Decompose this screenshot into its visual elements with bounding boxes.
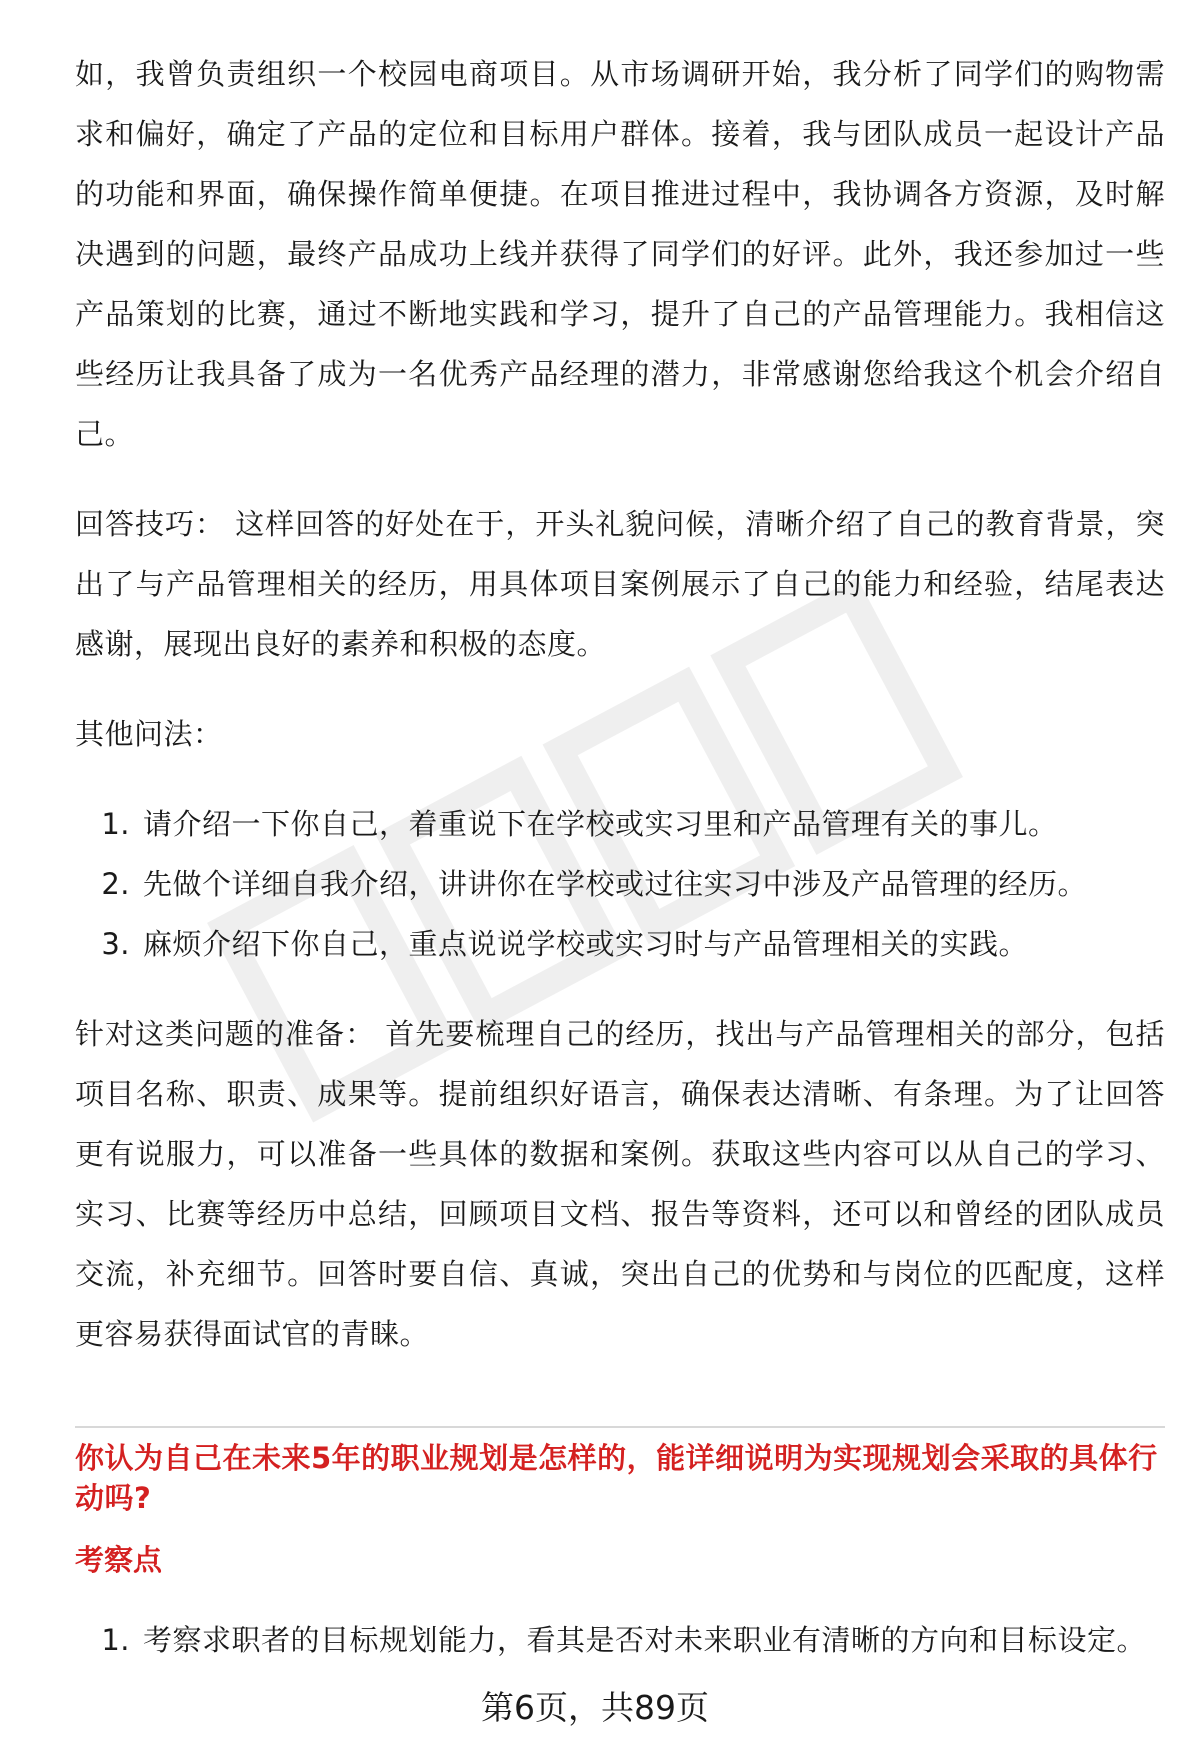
section-divider (75, 1426, 1165, 1428)
question-title: 你认为自己在未来5年的职业规划是怎样的，能详细说明为实现规划会采取的具体行动吗? (75, 1441, 1158, 1515)
assessment-points-heading: 考察点 (75, 1543, 163, 1577)
answer-paragraph: 如，我曾负责组织一个校园电商项目。从市场调研开始，我分析了同学们的购物需求和偏好，确定了产品的定位和目标用户群体。接着，我与团队成员一起设计产品的功能和界面，确保操作简单便捷。在项目推进过程中，我协调各方资源，及时解决遇到的问题，最终产品成功上线并获得了同学们的好评。此外，我还参加过一些产品策划的比赛，通过不断地实践和学习，提升了自己的产品管理能力。我相信这些经历让我具备了成为一名优秀产品经理的潜力，非常感谢您给我这个机会介绍自己。 (75, 57, 1165, 451)
list-item (75, 794, 1165, 854)
document-page (75, 44, 1165, 1670)
list-item (75, 914, 1165, 974)
page-number: 第6页，共89页 (481, 1688, 709, 1727)
list-item-number: 2. (101, 867, 130, 901)
list-item-text: 请介绍一下你自己，着重说下在学校或实习里和产品管理有关的事儿。 (143, 807, 1058, 841)
list-item-number: 3. (101, 927, 130, 961)
list-item-number: 1. (101, 807, 130, 841)
other-questions-list (75, 794, 1165, 974)
list-item-text: 先做个详细自我介绍，讲讲你在学校或过往实习中涉及产品管理的经历。 (143, 867, 1088, 901)
list-item-text: 麻烦介绍下你自己，重点说说学校或实习时与产品管理相关的实践。 (143, 927, 1029, 961)
answer-tips-paragraph: 回答技巧： 这样回答的好处在于，开头礼貌问候，清晰介绍了自己的教育背景，突出了与产品管理相关的经历，用具体项目案例展示了自己的能力和经验，结尾表达感谢，展现出良好的素养和积极的态度。 (75, 507, 1165, 661)
list-item-number: 1. (101, 1623, 130, 1657)
assessment-points-list (75, 1610, 1165, 1670)
other-questions-heading: 其他问法： (75, 717, 223, 751)
preparation-paragraph: 针对这类问题的准备： 首先要梳理自己的经历，找出与产品管理相关的部分，包括项目名称、职责、成果等。提前组织好语言，确保表达清晰、有条理。为了让回答更有说服力，可以准备一些具体的数据和案例。获取这些内容可以从自己的学习、实习、比赛等经历中总结，回顾项目文档、报告等资料，还可以和曾经的团队成员交流，补充细节。回答时要自信、真诚，突出自己的优势和与岗位的匹配度，这样更容易获得面试官的青睐。 (75, 1017, 1165, 1351)
list-item (75, 1610, 1165, 1670)
list-item (75, 854, 1165, 914)
list-item-text: 考察求职者的目标规划能力，看其是否对未来职业有清晰的方向和目标设定。 (143, 1623, 1147, 1657)
